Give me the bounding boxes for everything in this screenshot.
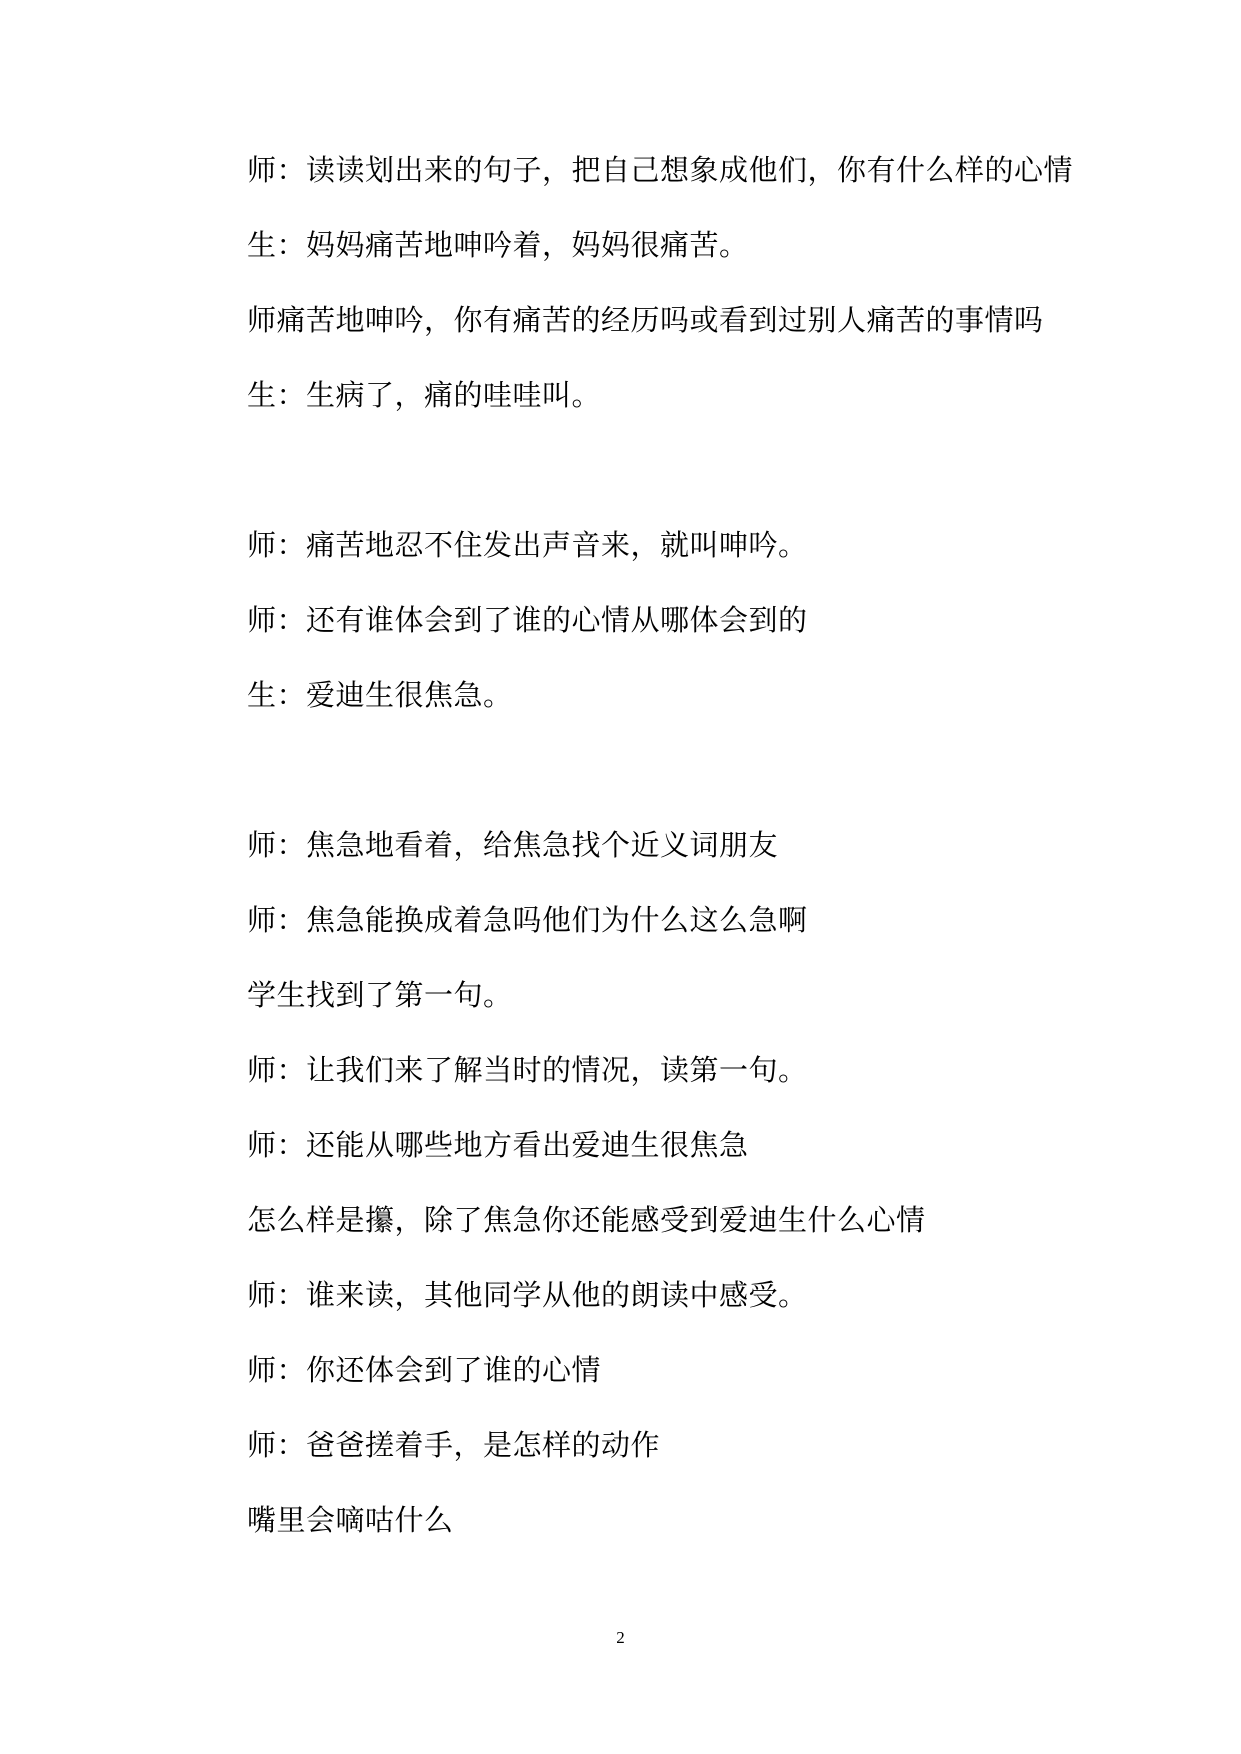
text-line-4: 生：生病了，痛的哇哇叫。 (247, 378, 602, 412)
text-line-14: 师：谁来读，其他同学从他的朗读中感受。 (247, 1278, 808, 1312)
text-line-15: 师：你还体会到了谁的心情 (247, 1353, 602, 1387)
text-line-3: 师痛苦地呻吟，你有痛苦的经历吗或看到过别人痛苦的事情吗 (247, 303, 1044, 337)
page-number: 2 (616, 1628, 625, 1647)
text-line-16: 师：爸爸搓着手，是怎样的动作 (247, 1428, 661, 1462)
text-line-5: 师：痛苦地忍不住发出声音来，就叫呻吟。 (247, 528, 808, 562)
text-line-11: 师：让我们来了解当时的情况，读第一句。 (247, 1053, 808, 1087)
text-line-13: 怎么样是攥，除了焦急你还能感受到爱迪生什么心情 (247, 1203, 926, 1237)
text-line-6: 师：还有谁体会到了谁的心情从哪体会到的 (247, 603, 808, 637)
text-line-17: 嘴里会嘀咕什么 (247, 1503, 454, 1537)
text-line-8: 师：焦急地看着，给焦急找个近义词朋友 (247, 828, 779, 862)
text-line-7: 生：爱迪生很焦急。 (247, 678, 513, 712)
text-line-10: 学生找到了第一句。 (247, 978, 513, 1012)
text-line-2: 生：妈妈痛苦地呻吟着，妈妈很痛苦。 (247, 228, 749, 262)
text-line-1: 师：读读划出来的句子，把自己想象成他们，你有什么样的心情 (247, 153, 1074, 187)
text-line-12: 师：还能从哪些地方看出爱迪生很焦急 (247, 1128, 749, 1162)
text-line-9: 师：焦急能换成着急吗他们为什么这么急啊 (247, 903, 808, 937)
